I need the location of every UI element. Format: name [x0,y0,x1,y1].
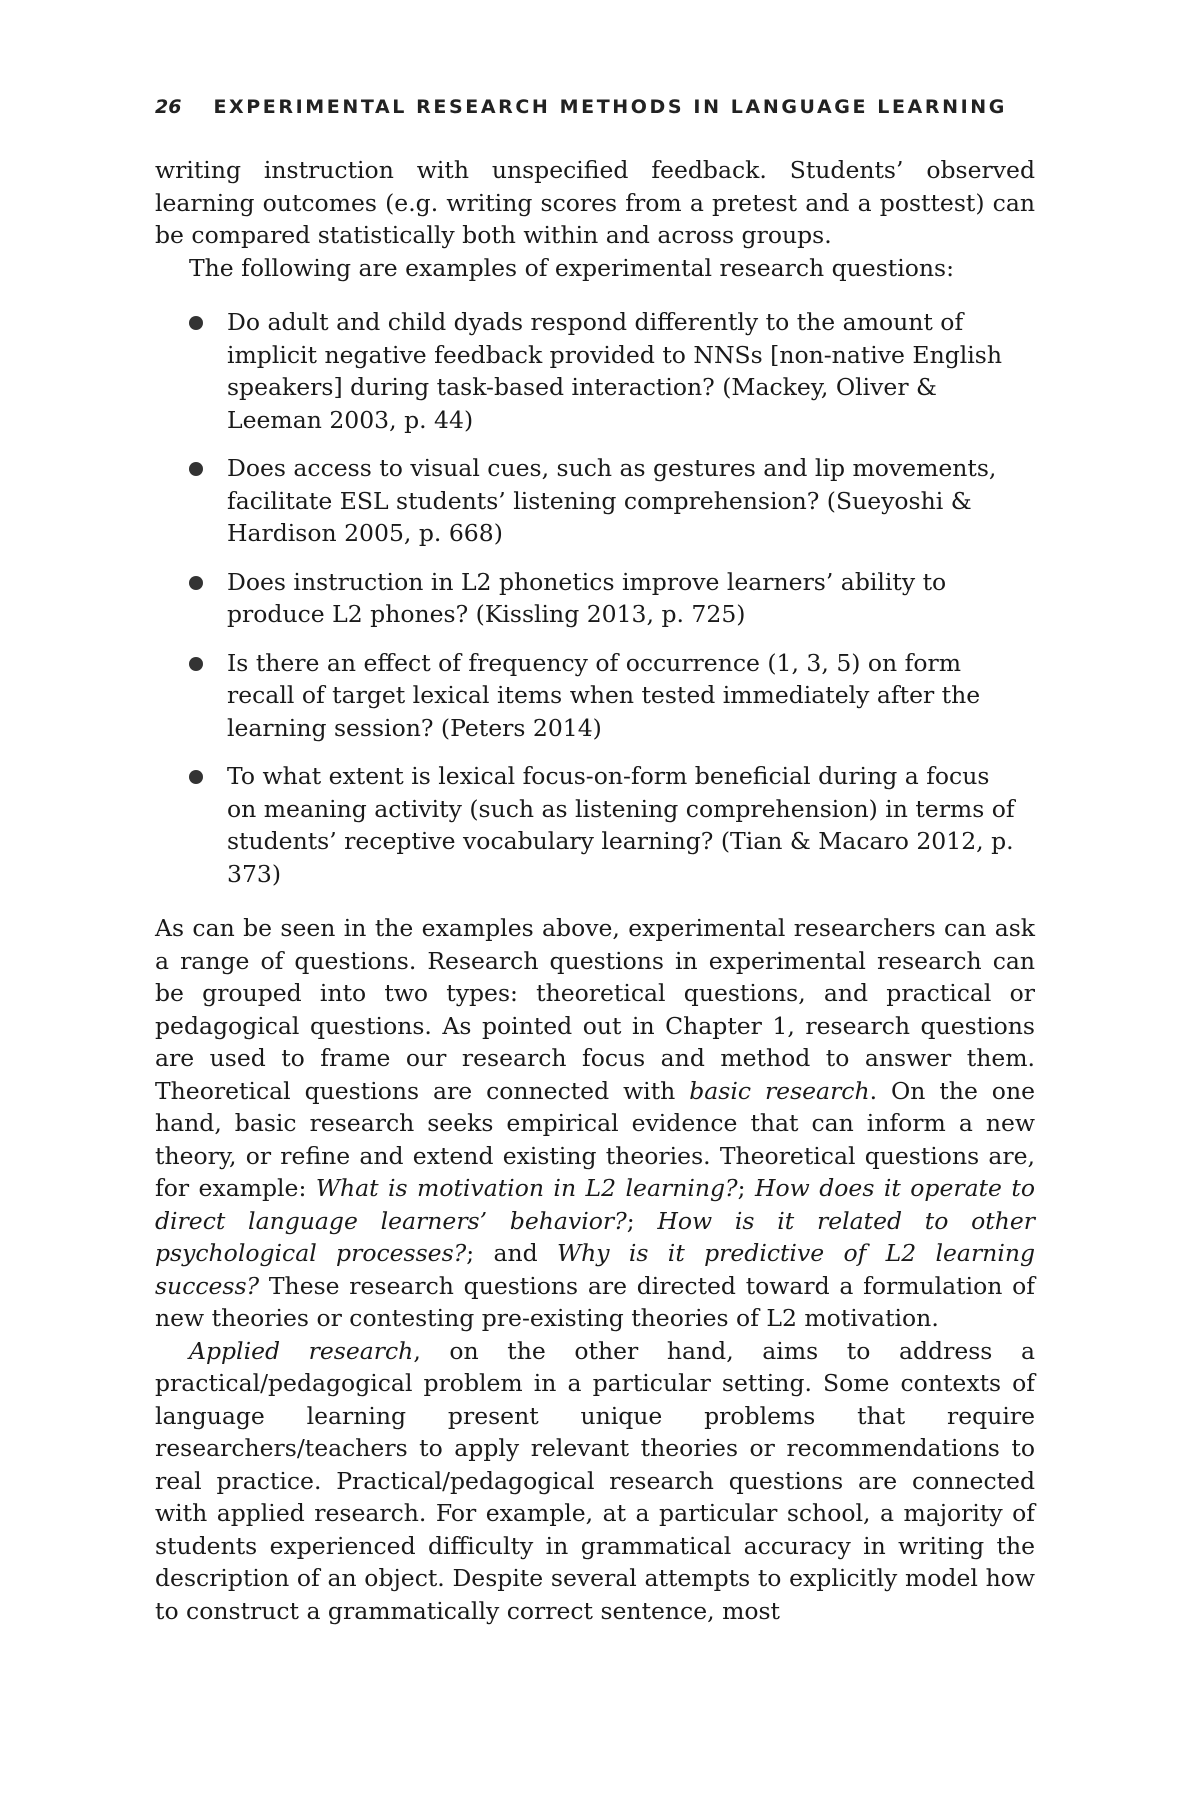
emphasis-question: How does it operate to direct language learners’ behavior? [155,1174,1035,1235]
emphasis-applied-research: Applied research [189,1336,414,1365]
example-question: Is there an effect of frequency of occurrence (1, 3, 5) on form recall of target lexical items when tested immediately after the learning session? (Peters 2014) [227,648,981,742]
book-page [155,96,1035,1627]
list-item [227,452,1035,550]
examples-list [155,306,1035,890]
example-question: To what extent is lexical focus-on-form beneficial during a focus on meaning activity (such as listening comprehension) in terms of students’ receptive vocabulary learning? (Tian & Macaro 2012, p. 373) [227,762,1015,888]
text-run: ; and [466,1239,558,1267]
list-item [227,647,1035,745]
text-run: ; [626,1206,658,1235]
basic-research-paragraph [155,912,1035,1335]
running-title: EXPERIMENTAL RESEARCH METHODS IN LANGUAGE LEARNING [213,96,1007,118]
text-run: ; [737,1174,756,1202]
emphasis-basic-research: basic research [689,1076,870,1105]
text-run: As can be seen in the examples above, experimental researchers can ask a range of questions. Research questions in experimental research can be grouped into two types: theoretical questions, and practical or pedagogical questions. As pointed out in Chapter 1, research questions are used to frame our research focus and method to answer them. Theoretical questions are connected with [155,914,1035,1105]
text-run: , on the other hand, aims to address a practical/pedagogical problem in a particular setting. Some contexts of language learning present unique problems that require researchers/teachers to apply relevant theories or recommendations to real practice. Practical/pedagogical research questions are connected with applied research. For example, at a particular school, a majority of students experienced difficulty in grammatical accuracy in writing the description of an object. Despite several attempts to explicitly model how to construct a grammatically correct sentence, most [155,1336,1035,1625]
running-header [155,96,1035,118]
bullet-icon [189,316,203,330]
bullet-icon [189,657,203,671]
applied-research-paragraph [155,1335,1035,1628]
list-item [227,306,1035,436]
text-run: . On the one hand, basic research seeks empirical evidence that can inform a new theory, or refine and extend existing theories. Theoretical questions are, for example: [155,1076,1035,1202]
emphasis-question: What is motivation in L2 learning? [315,1174,738,1202]
list-item [227,760,1035,890]
examples-lead-in: The following are examples of experimental research questions: [189,253,954,282]
example-question: Does access to visual cues, such as gestures and lip movements, facilitate ESL students’ listening comprehension? (Sueyoshi & Hardison 2005, p. 668) [227,454,997,547]
example-question: Do adult and child dyads respond differently to the amount of implicit negative feedback provided to NNSs [non-native English speakers] during task-based interaction? (Mackey, Oliver & Leeman 2003, p. 44) [227,308,1002,434]
bullet-icon [189,770,203,784]
example-question: Does instruction in L2 phonetics improve learners’ ability to produce L2 phones? (Kissling 2013, p. 725) [227,567,947,628]
page-number: 26 [155,96,182,118]
intro-paragraph: writing instruction with unspecified feedback. Students’ observed learning outcomes (e.g. writing scores from a pretest and a posttest) can be compared statistically both within and across groups. [155,156,1035,249]
emphasis-question: Why is it predictive of L2 learning success? [155,1239,1036,1300]
bullet-icon [189,576,203,590]
bullet-icon [189,462,203,476]
text-run: These research questions are directed toward a formulation of new theories or contesting pre-existing theories of L2 motivation. [155,1271,1035,1332]
list-item [227,566,1035,631]
emphasis-question: How is it related to other psychological processes? [155,1206,1036,1267]
